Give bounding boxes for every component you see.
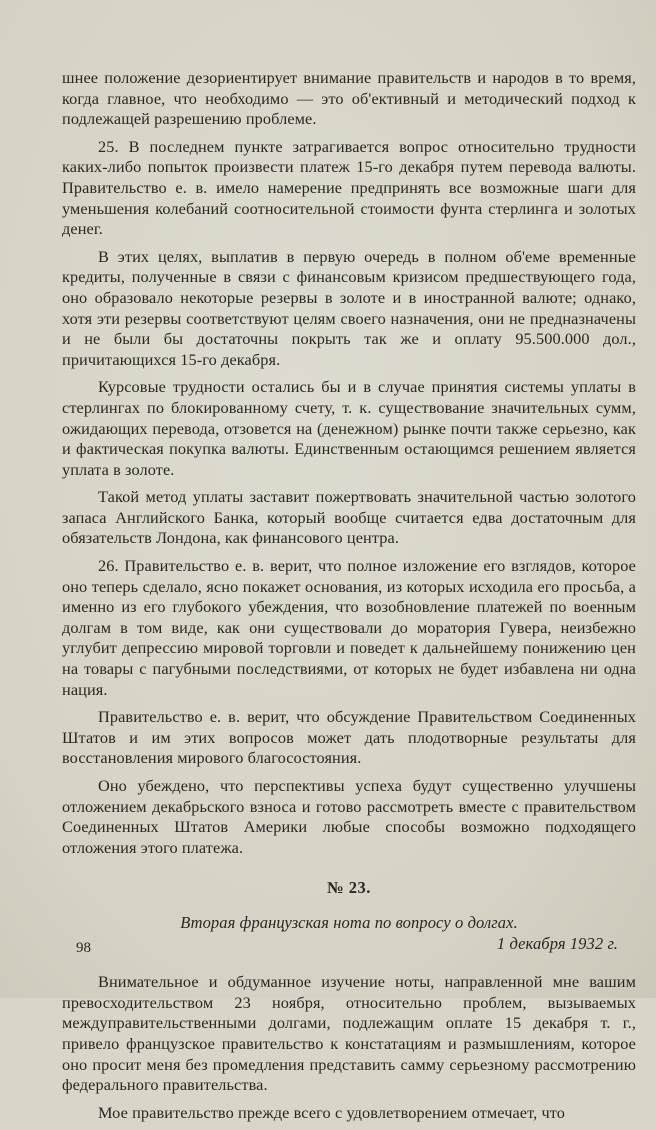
paragraph: Мое правительство прежде всего с удовлетворением отмечает, что [98,1102,565,1122]
paragraph: шнее положение дезориентирует внимание правительств и народов в то время, когда главное, что необходимо — это об'ективный и методический подход к подлежащей разрешению проблеме. [62,68,636,129]
document-date: 1 декабря 1932 г. [496,933,618,953]
document-number: № 23. [327,878,371,898]
paragraph: 25. В последнем пункте затрагивается вопрос относительно трудности каких-либо попыток произвести платеж 15-го декабря путем перевода валюты. Правительство е. в. имело намерение предпринять все возможные шаги для уменьшения колебаний соотносительной стоимости фунта стерлинга и золотых денег. [62,136,636,239]
document-title: Вторая французская нота по вопросу о долгах. [180,912,518,932]
paragraph: Правительство е. в. верит, что обсуждение Правительством Соединенных Штатов и им этих вопросов может дать плодотворные результаты для восстановления мирового благосостояния. [62,707,636,768]
paragraph: Внимательное и обдуманное изучение ноты, направленной мне вашим превосходительством 23 ноября, относительно проблем, вызываемых междуправительственными долгами, подлежащим оплате 15 декабря т. г., привело французское правительство к констатациям и размышлениям, которое оно просит меня без промедления представить самму серьезному рассмотрению федерального правительства. [62,972,636,1095]
paragraph: В этих целях, выплатив в первую очередь в полном об'еме временные кредиты, полученные в связи с финансовым кризисом предшествующего года, оно образовало некоторые резервы в золоте и в иностранной валюте; однако, хотя эти резервы соответствуют целям своего назначения, они не предназначены и не были бы достаточны покрыть так же и оплату 95.500.000 дол., причитающихся 15-го декабря. [62,246,636,369]
paragraph: Оно убеждено, что перспективы успеха будут существенно улучшены отложением декабрьского взноса и готово рассмотреть вместе с правительством Соединенных Штатов Америки любые способы возможно подходящего отложения этого платежа. [62,776,636,857]
paragraph: Такой метод уплаты заставит пожертвовать значительной частью золотого запаса Английского Банка, который вообще считается едва достаточным для обязательств Лондона, как финансового центра. [62,487,636,548]
page-text [62,68,636,1130]
paragraph: Курсовые трудности остались бы и в случае принятия системы уплаты в стерлингах по блокированному счету, т. к. существование значительных сумм, ожидающих перевода, отзовется на (денежном) рынке почти также серьезно, как и фактическая покупка валюты. Единственным остающимся решением является уплата в золоте. [62,377,636,479]
paragraph: 26. Правительство е. в. верит, что полное изложение его взглядов, которое оно теперь сделало, ясно покажет основания, из которых исходила его просьба, а именно из его глубокого убеждения, что возобновление платежей по военным долгам в том виде, как они существовали до моратория Гувера, неизбежно углубит депрессию мировой торговли и поведет к дальнейшему понижению цен на товары с пагубными последствиями, от которых не будет избавлена ни одна нация. [62,556,636,699]
page-number: 98 [76,940,91,956]
